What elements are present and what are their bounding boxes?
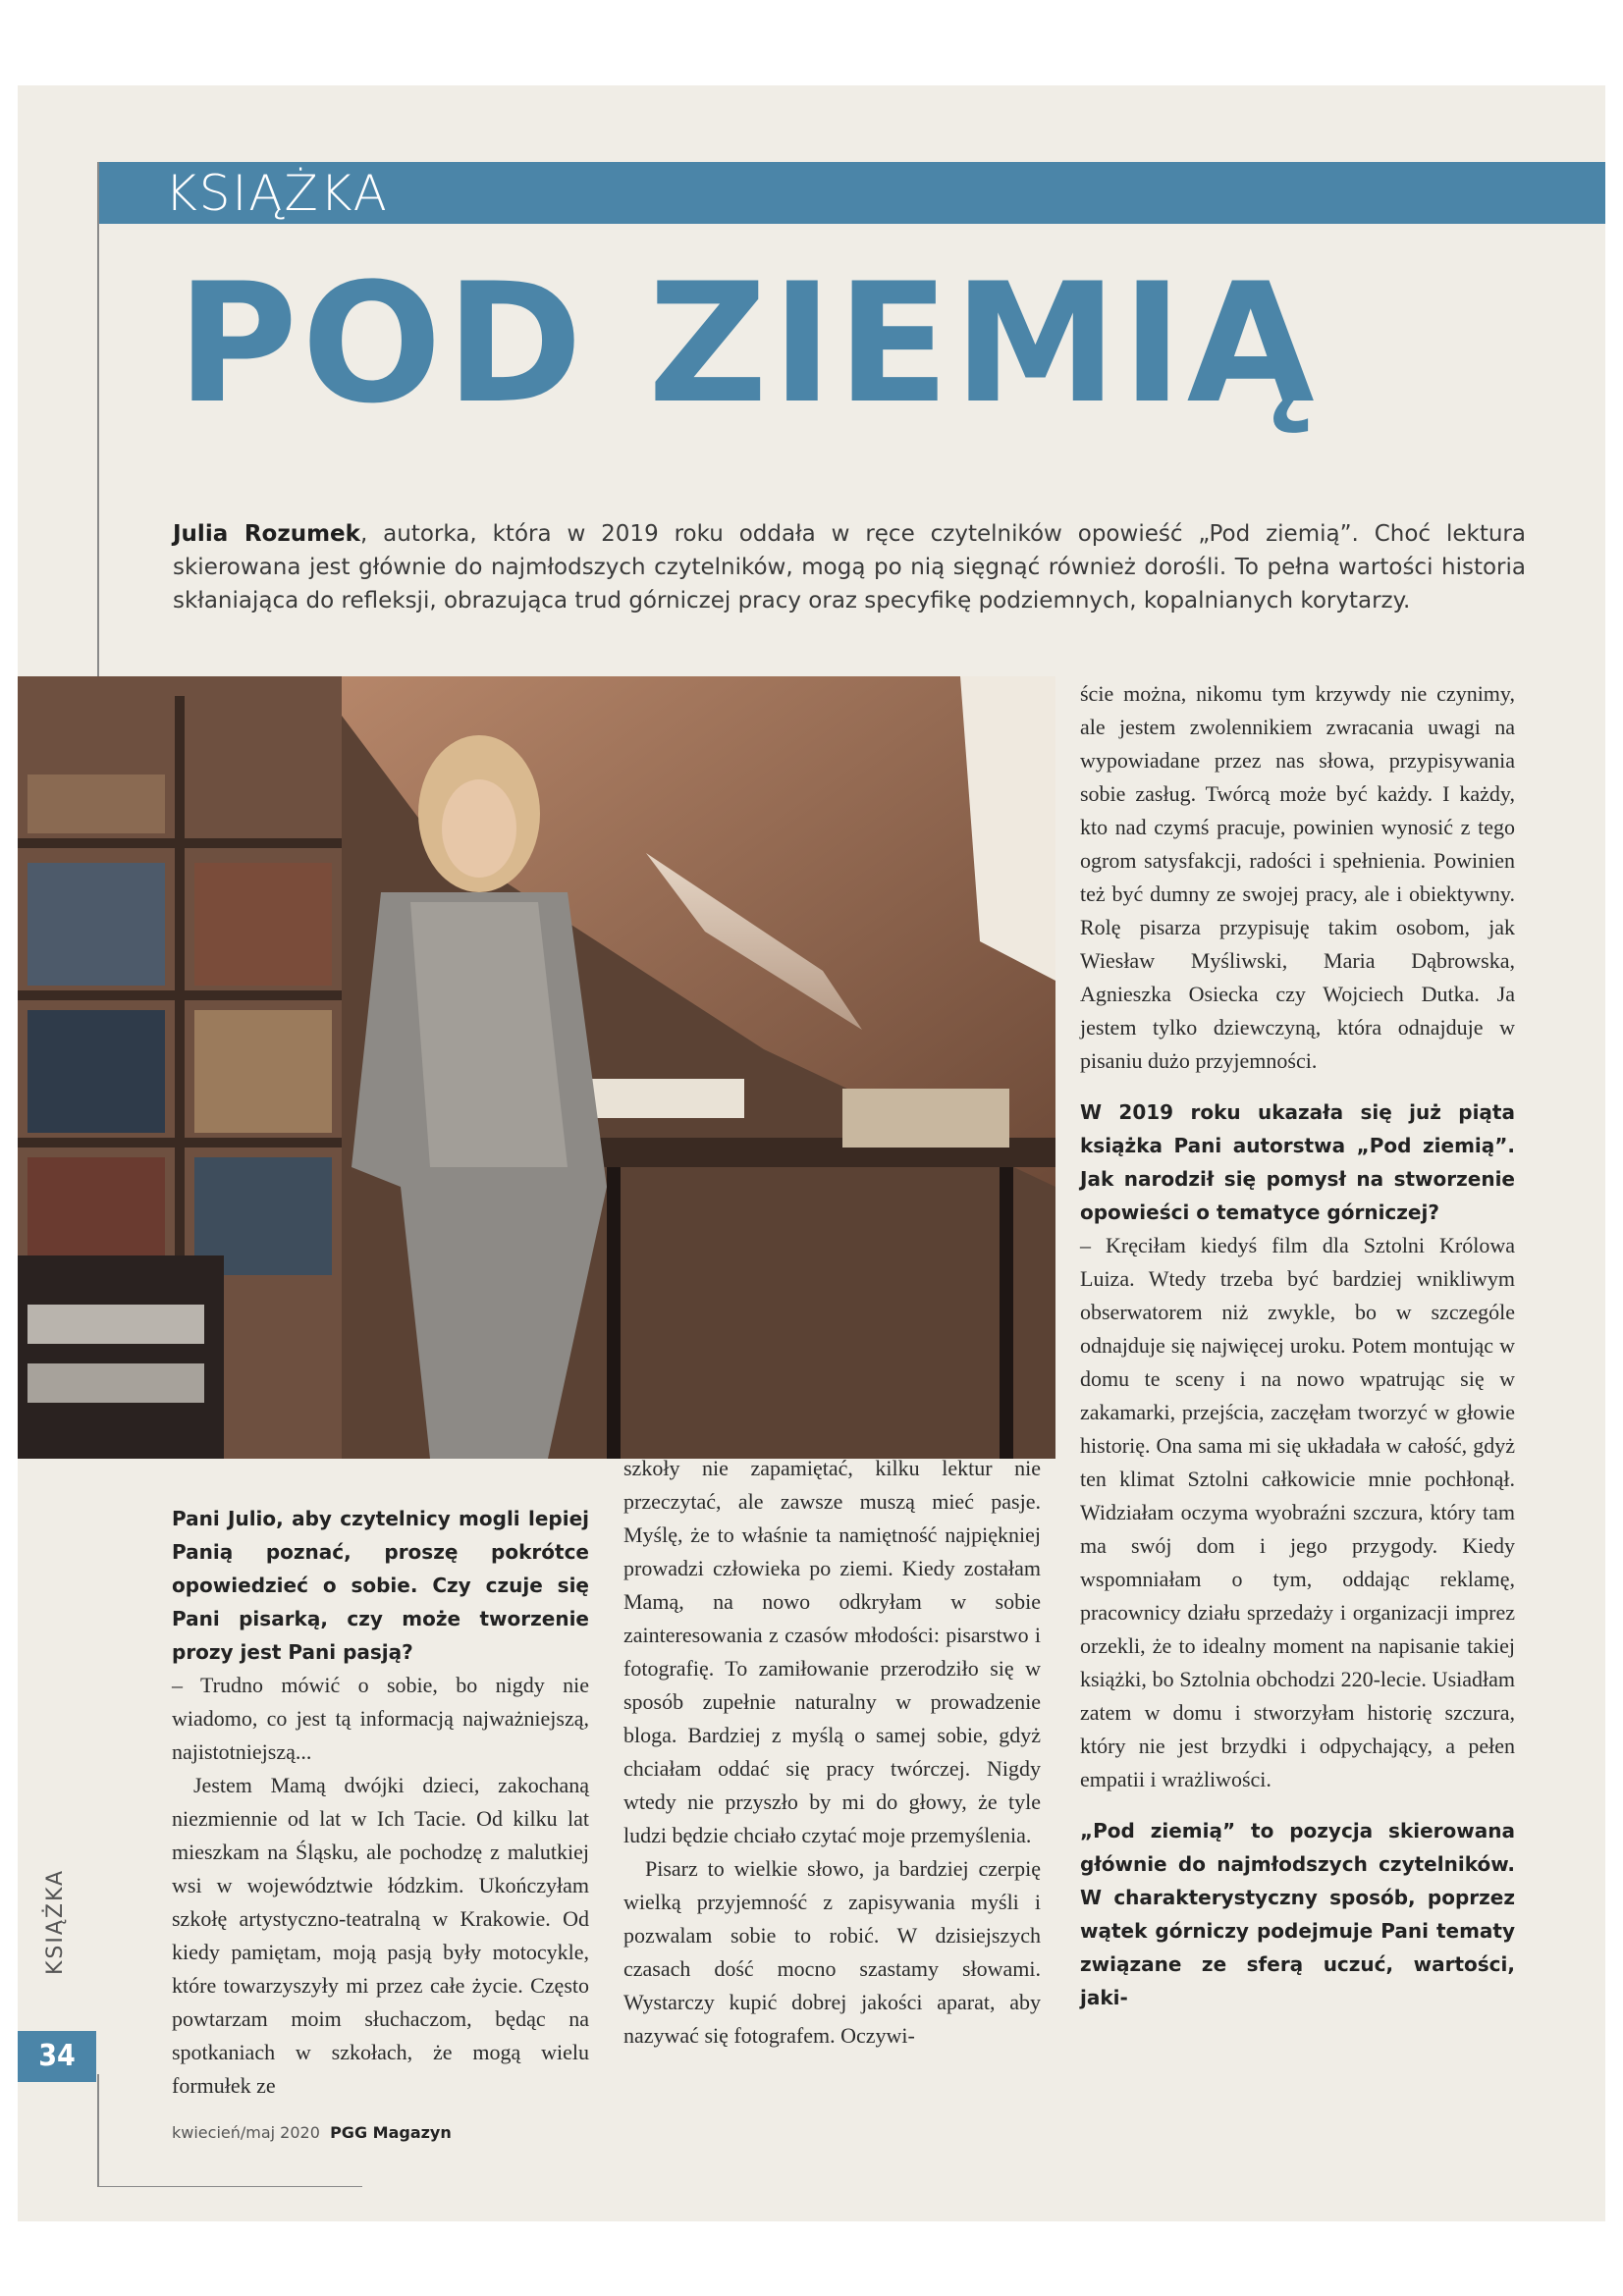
article-column-1 <box>172 1502 589 2103</box>
paragraph: – Kręciłam kiedyś film dla Sztolni Królowa Luiza. Wtedy trzeba być bardziej wnikliwym obserwatorem niż zwykle, bo w szczególe odnajduje się najwięcej uroku. Potem montując w domu te sceny i na nowo wpatrując się w zakamarki, przejścia, zaczęłam tworzyć w głowie historię. Ona sama mi się układała w całość, gdyż ten klimat Sztolni całkowicie mnie pochłonął. Widziałam oczyma wyobraźni szczura, który tam ma swój dom i jego przygody. Kiedy wspomniałam o tym, oddając reklamę, pracownicy działu sprzedaży i organizacji imprez orzekli, że to idealny moment na napisanie takiej książki, bo Sztolnia obchodzi 220-lecie. Usiadłam zatem w domu i stworzyłam historię szczura, który nie jest brzydki i odpychający, a pełen empatii i wrażliwości. <box>1080 1233 1515 1791</box>
section-label: KSIĄŻKA <box>165 165 389 222</box>
magazine-name: PGG Magazyn <box>330 2123 452 2142</box>
footer-rule <box>97 2186 362 2187</box>
author-photo <box>18 676 1055 1459</box>
left-rule-top <box>97 162 99 717</box>
paragraph: – Trudno mówić o sobie, bo nigdy nie wiadomo, co jest tą informacją najważniejszą, najistotniejszą... <box>172 1673 589 1764</box>
article-column-3 <box>1080 677 1515 2014</box>
paragraph: Jestem Mamą dwójki dzieci, zakochaną niezmiennie od lat w Ich Tacie. Od kilku lat mieszkam na Śląsku, ale pochodzę z malutkiej wsi w województwie łódzkim. Ukończyłam szkołę artystyczno-teatralną w Krakowie. Od kiedy pamiętam, moją pasją były motocykle, które towarzyszyły mi przez całe życie. Często powtarzam moim słuchaczom, będąc na spotkaniach w szkołach, że mogą wielu formułek ze <box>172 1773 589 2098</box>
author-name: Julia Rozumek <box>173 521 360 547</box>
article-column-2 <box>623 1452 1041 2053</box>
paragraph: ście można, nikomu tym krzywdy nie czynimy, ale jestem zwolennikiem zwracania uwagi na wypowiadane przez nas słowa, przypisywania sobie zasług. Twórcą może być każdy. I każdy, kto nad czymś pracuje, powinien wynosić z tego ogrom satysfakcji, radości i spełnienia. Powinien też być dumny ze swojej pracy, ale i obiektywny. Rolę pisarza przypisuję takim osobom, jak Wiesław Myśliwski, Maria Dąbrowska, Agnieszka Osiecka czy Wojciech Dutka. Ja jestem tylko dziewczyną, która odnajduje w pisaniu dużo przyjemności. <box>1080 681 1515 1073</box>
article-title: POD ZIEMIĄ <box>177 247 1319 440</box>
page-number: 34 <box>18 2031 96 2082</box>
interview-question: W 2019 roku ukazała się już piąta książka Pani autorstwa „Pod ziemią”. Jak narodził się pomysł na stworzenie opowieści o tematyce górniczej? <box>1080 1100 1515 1224</box>
interview-question: Pani Julio, aby czytelnicy mogli lepiej Panią poznać, proszę pokrótce opowiedzieć o sobie. Czy czuje się Pani pisarką, czy może tworzenie prozy jest Pani pasją? <box>172 1507 589 1664</box>
lead-text: , autorka, która w 2019 roku oddała w ręce czytelników opowieść „Pod ziemią”. Choć lektura skierowana jest głównie do najmłodszych czytelników, mogą po nią sięgnąć również dorośli. To pełna wartości historia skłaniająca do refleksji, obrazująca trud górniczej pracy oraz specyfikę podziemnych, kopalnianych korytarzy. <box>173 521 1526 614</box>
issue-date: kwiecień/maj 2020 <box>172 2123 320 2142</box>
interview-question: „Pod ziemią” to pozycja skierowana głównie do najmłodszych czytelników. W charakterystyczny sposób, poprzez wątek górniczy podejmuje Pani tematy związane ze sferą uczuć, wartości, jaki- <box>1080 1819 1515 2009</box>
article-lead <box>173 517 1526 617</box>
left-rule-bottom <box>97 2074 99 2187</box>
magazine-page <box>18 85 1605 2221</box>
paragraph: Pisarz to wielkie słowo, ja bardziej czerpię wielką przyjemność z zapisywania myśli i pozwalam sobie to robić. W dzisiejszych czasach dość mocno szastamy słowami. Wystarczy kupić dobrej jakości aparat, aby nazywać się fotografem. Oczywi- <box>623 1856 1041 2048</box>
sidebar-section-label: KSIĄŻKA <box>43 1868 68 1975</box>
footer <box>172 2123 452 2142</box>
paragraph: szkoły nie zapamiętać, kilku lektur nie przeczytać, ale zawsze muszą mieć pasje. Myślę, że to właśnie ta namiętność najpiękniej prowadzi człowieka po ziemi. Kiedy zostałam Mamą, na nowo odkryłam w sobie zainteresowania z czasów młodości: pisarstwo i fotografię. To zamiłowanie przerodziło się w sposób zupełnie naturalny w prowadzenie bloga. Bardziej z myślą o samej sobie, gdyż chciałam oddać się pracy twórczej. Nigdy wtedy nie przyszło by mi do głowy, że tyle ludzi będzie chciało czytać moje przemyślenia. <box>623 1456 1041 1847</box>
